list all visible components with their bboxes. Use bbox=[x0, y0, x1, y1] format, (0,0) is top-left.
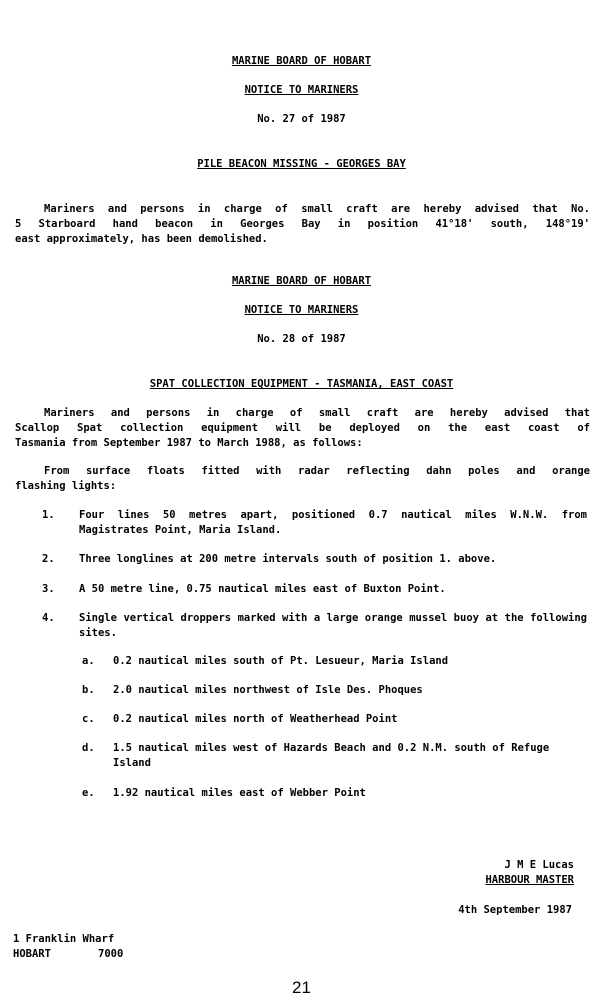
notice1-org: MARINE BOARD OF HOBART bbox=[231, 55, 372, 67]
floats-line: From surface floats fitted with radar reflecting dahn poles and orange bbox=[44, 465, 590, 477]
subitem-text: 1.92 nautical miles east of Webber Point bbox=[113, 787, 366, 799]
item-text: A 50 metre line, 0.75 nautical miles east of Buxton Point. bbox=[79, 583, 446, 595]
intro-line: Mariners and persons in charge of small craft are hereby advised that bbox=[44, 407, 590, 419]
notice1-heading: NOTICE TO MARINERS bbox=[244, 84, 359, 96]
subitem-text: 2.0 nautical miles northwest of Isle Des. Phoques bbox=[113, 684, 423, 696]
item-text: Single vertical droppers marked with a large orange mussel buoy at the following sites. bbox=[79, 612, 587, 639]
subitem-letter: e. bbox=[82, 787, 95, 799]
floats-line: flashing lights: bbox=[15, 480, 117, 492]
notice2-heading: NOTICE TO MARINERS bbox=[244, 304, 359, 316]
intro-line: Tasmania from September 1987 to March 1988, as follows: bbox=[15, 437, 363, 449]
signatory-title: HARBOUR MASTER bbox=[485, 874, 574, 886]
notice2-title: SPAT COLLECTION EQUIPMENT - TASMANIA, EAST COAST bbox=[149, 378, 454, 390]
notice1-body bbox=[15, 202, 590, 247]
notice2-floats bbox=[15, 464, 590, 494]
notice2-org: MARINE BOARD OF HOBART bbox=[231, 275, 372, 287]
notice2-number: No. 28 of 1987 bbox=[257, 333, 346, 345]
intro-line: Scallop Spat collection equipment will be deployed on the east coast of bbox=[15, 422, 590, 434]
notice2-intro bbox=[15, 406, 590, 451]
subitem-letter: a. bbox=[82, 655, 95, 667]
item-number: 2. bbox=[42, 553, 55, 565]
page-number: 21 bbox=[292, 978, 311, 997]
notice1-title: PILE BEACON MISSING - GEORGES BAY bbox=[197, 158, 406, 170]
notice1-number: No. 27 of 1987 bbox=[257, 113, 346, 125]
item-number: 4. bbox=[42, 612, 55, 624]
signatory-name: J M E Lucas bbox=[504, 859, 574, 871]
item-number: 1. bbox=[42, 509, 55, 521]
item-text: Four lines 50 metres apart, positioned 0.7 nautical miles W.N.W. from Magistrates Point, Maria Island. bbox=[79, 509, 587, 536]
address-line: 1 Franklin Wharf bbox=[13, 933, 115, 945]
item-number: 3. bbox=[42, 583, 55, 595]
body-line: Mariners and persons in charge of small craft are hereby advised that No. bbox=[44, 203, 590, 215]
subitem-letter: b. bbox=[82, 684, 95, 696]
body-line: east approximately, has been demolished. bbox=[15, 233, 268, 245]
subitem-text: 1.5 nautical miles west of Hazards Beach and 0.2 N.M. south of Refuge Island bbox=[113, 742, 550, 769]
item-text: Three longlines at 200 metre intervals south of position 1. above. bbox=[79, 553, 497, 565]
address-city: HOBART bbox=[13, 948, 51, 960]
subitem-text: 0.2 nautical miles south of Pt. Lesueur, Maria Island bbox=[113, 655, 449, 667]
subitem-letter: c. bbox=[82, 713, 95, 725]
subitem-letter: d. bbox=[82, 742, 95, 754]
subitem-text: 0.2 nautical miles north of Weatherhead Point bbox=[113, 713, 398, 725]
body-line: 5 Starboard hand beacon in Georges Bay in position 41°18' south, 148°19' bbox=[15, 218, 590, 230]
address-postcode: 7000 bbox=[98, 948, 124, 960]
signature-date: 4th September 1987 bbox=[458, 904, 572, 916]
